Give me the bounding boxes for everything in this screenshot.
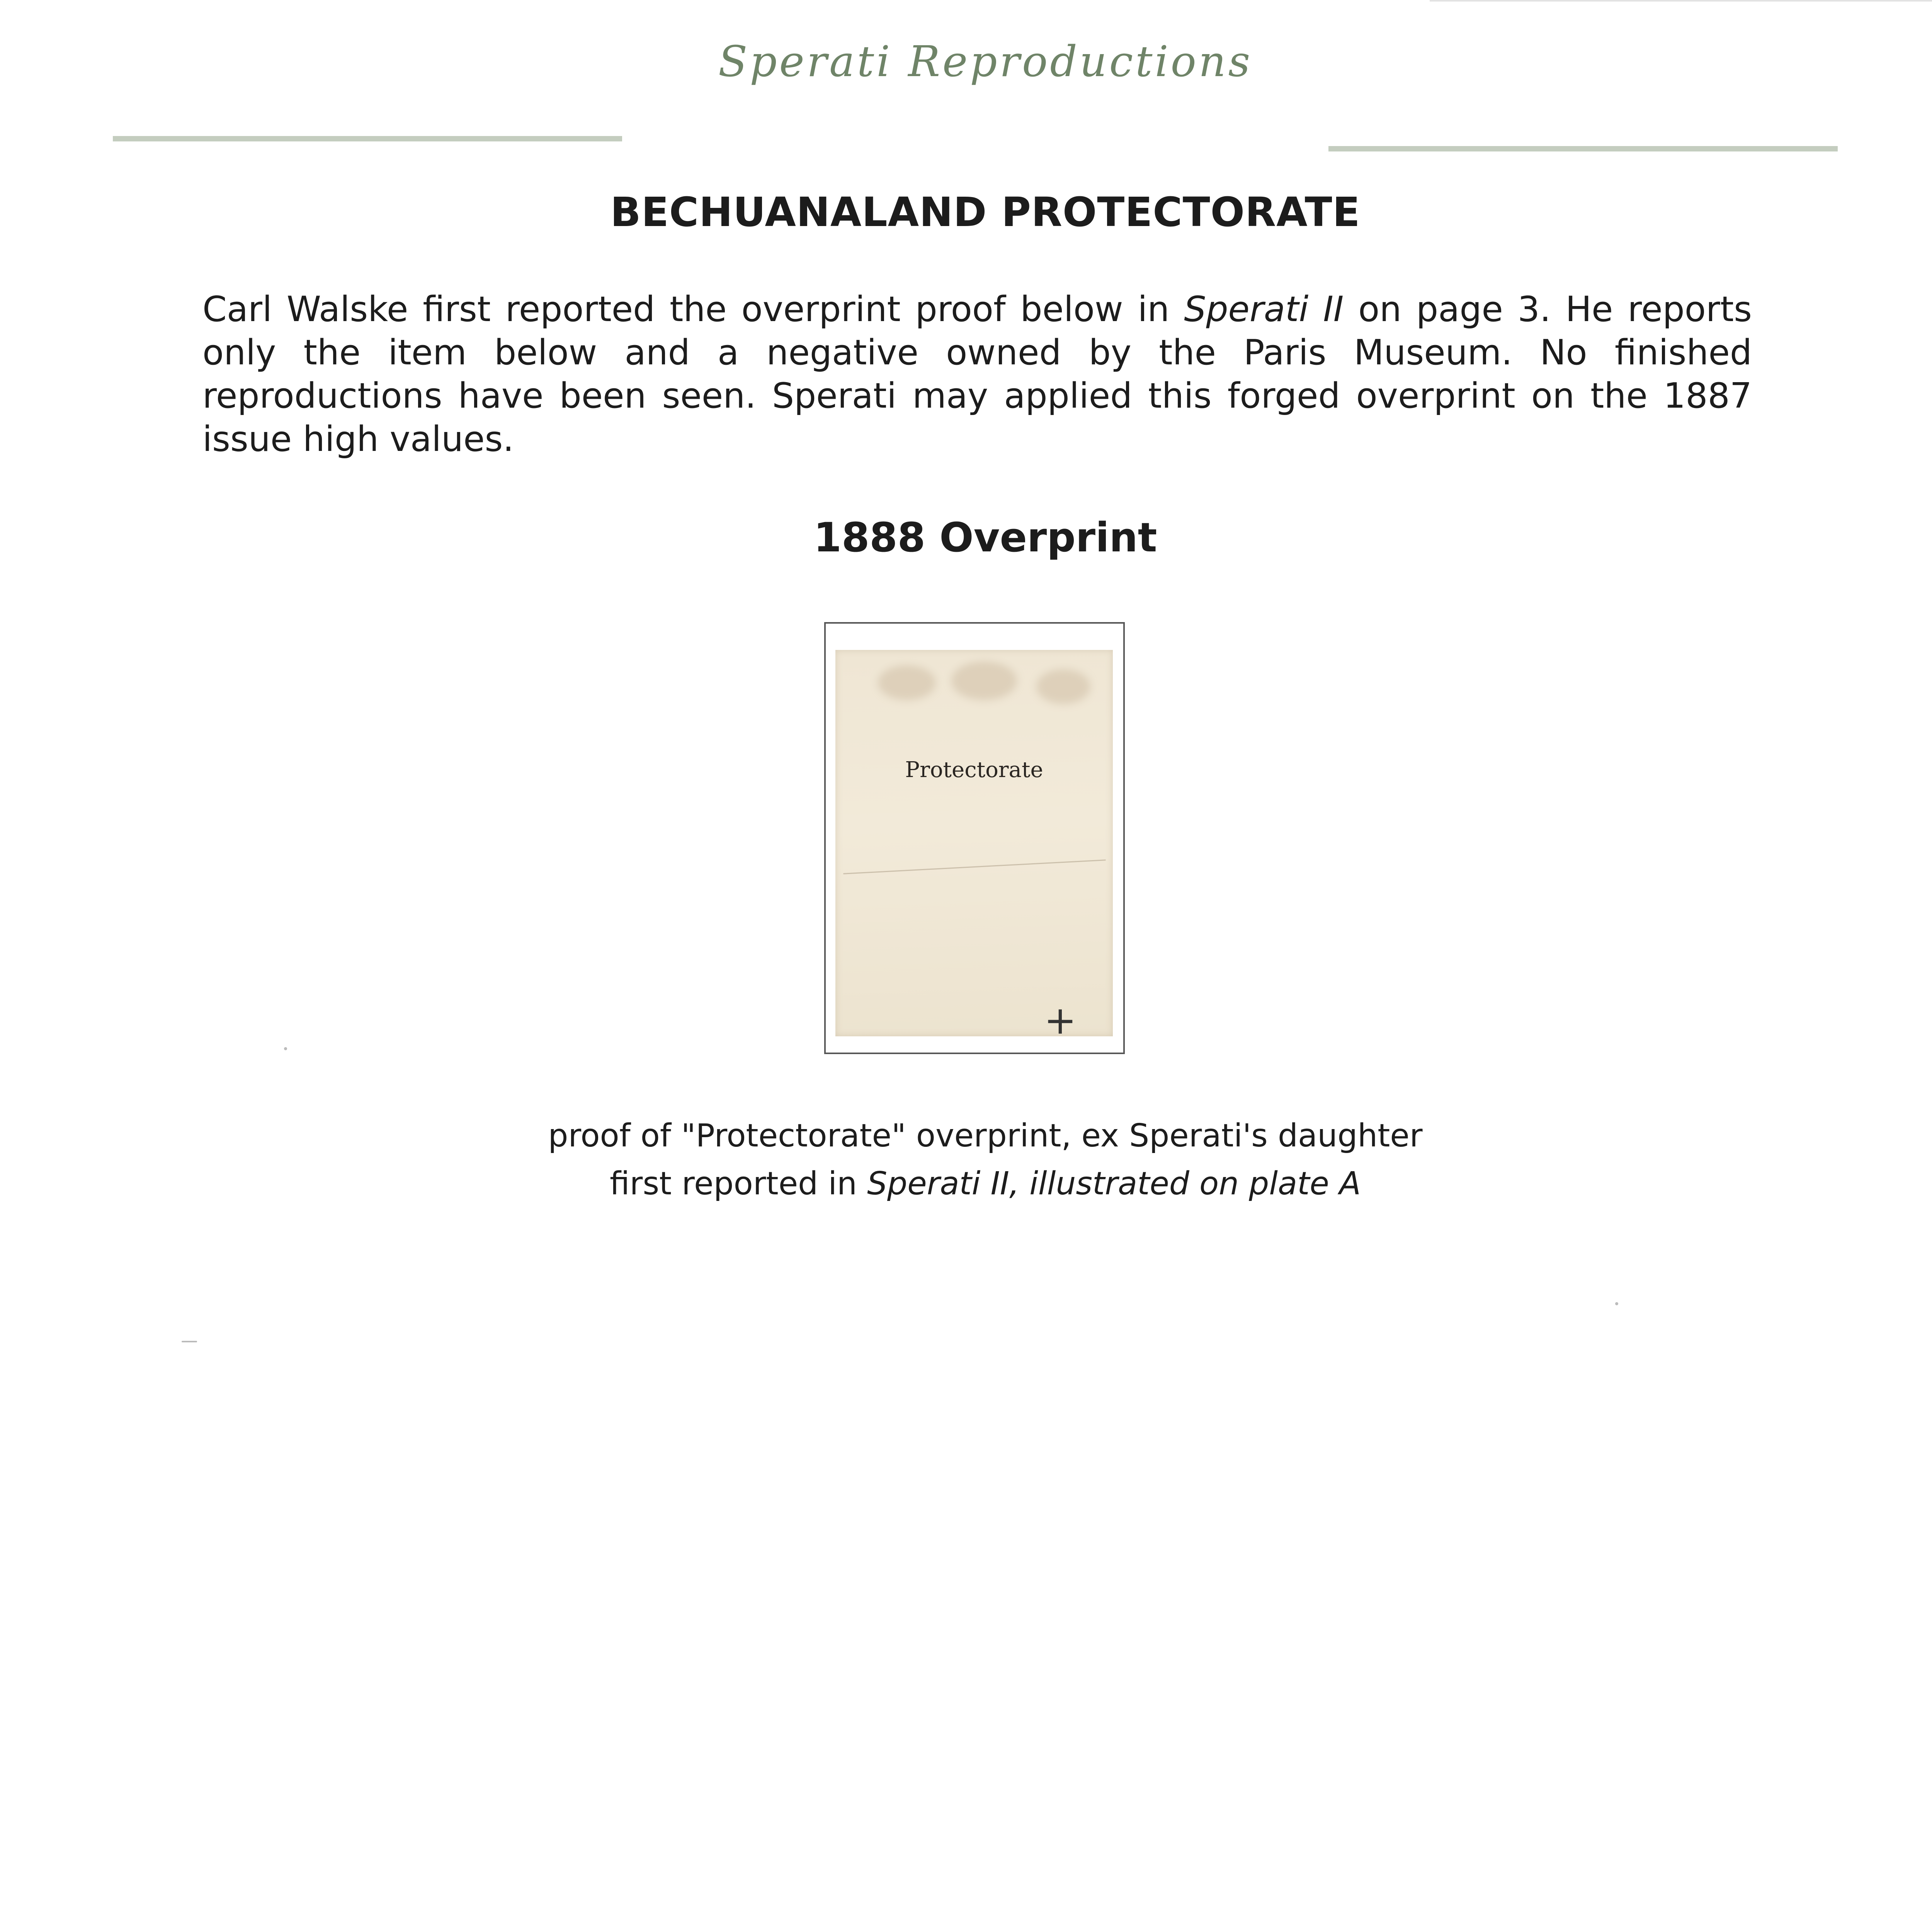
section-title: 1888 Overprint [813,514,1157,561]
intro-paragraph [202,288,1752,461]
header-rule-right [1328,146,1838,151]
paper-stain [951,662,1017,700]
caption-line-2 [0,1160,1932,1208]
caption-line-2-prefix: first reported in [609,1165,867,1202]
page-header-title: Sperati Reproductions [718,37,1253,86]
pencil-mark: + [1044,998,1077,1043]
caption-line-2-reference: Sperati II, illustrated on plate A [867,1165,1361,1202]
stamp-mount-frame [824,622,1125,1054]
scan-speck [284,1047,287,1050]
image-caption [0,1112,1932,1208]
caption-line-1: proof of "Protectorate" overprint, ex Sperati's daughter [548,1117,1423,1154]
header-rule-left [113,136,622,141]
overprint-text: Protectorate [905,757,1043,782]
scan-speck [1615,1302,1618,1305]
scan-top-edge [1430,0,1932,2]
overprint-proof-image [835,650,1113,1043]
page-title: BECHUANALAND PROTECTORATE [610,189,1361,236]
paper-stain [1036,669,1090,704]
paper-fold-line [843,859,1105,874]
intro-text-start: Carl Walske first reported the overprint proof below in [202,289,1184,330]
intro-reference: Sperati II [1184,289,1344,330]
scan-speck [182,1341,197,1342]
intro-text-end: on page 3. He reports only the item below and a negative owned by the Paris Museum. No finished reproductions have been seen. Sperati may applied this forged overprint on the 1887 issue high values. [202,289,1752,459]
paper-stain [878,665,936,700]
